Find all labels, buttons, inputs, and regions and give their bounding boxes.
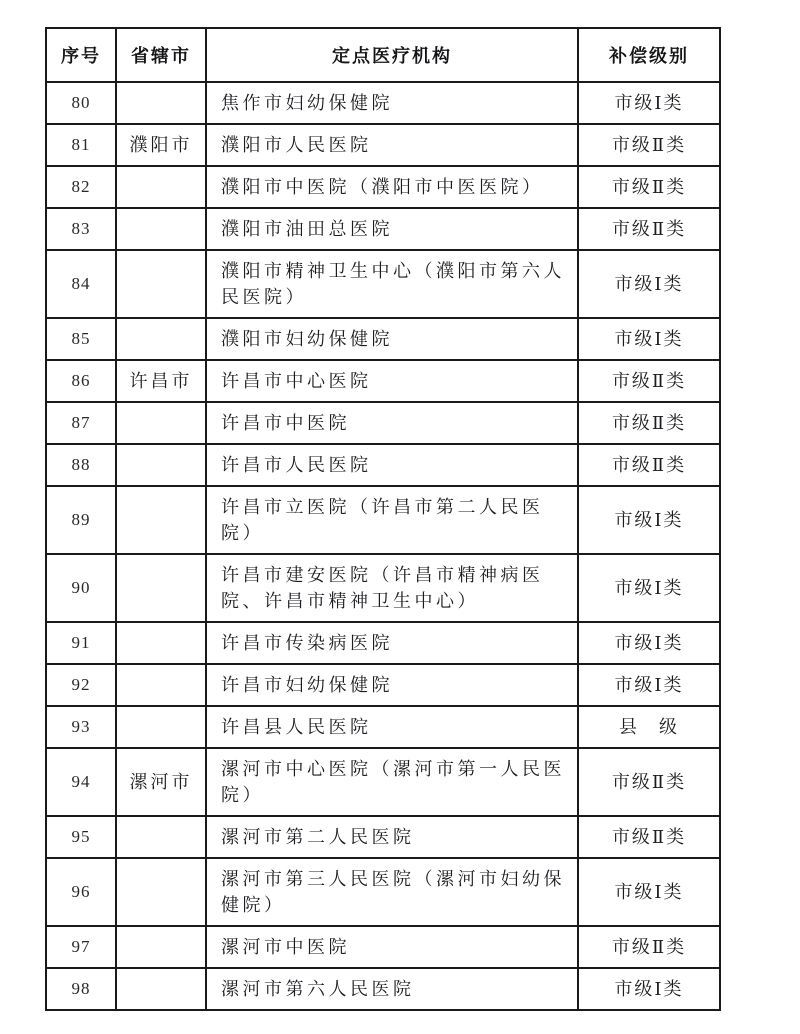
level-cell: 市级Ⅰ类 [578,318,720,360]
level-cell: 县 级 [578,706,720,748]
city-cell: 濮阳市 [116,124,206,166]
level-cell: 市级Ⅱ类 [578,360,720,402]
institution-cell: 濮阳市妇幼保健院 [206,318,578,360]
level-cell: 市级Ⅰ类 [578,622,720,664]
table-row [46,622,720,664]
table-row [46,926,720,968]
level-cell: 市级Ⅱ类 [578,926,720,968]
city-cell [116,816,206,858]
serial-number-cell: 87 [46,402,116,444]
header-city: 省辖市 [116,28,206,82]
institution-cell: 漯河市中心医院（漯河市第一人民医院） [206,748,578,816]
institution-cell: 漯河市第六人民医院 [206,968,578,1010]
city-cell: 许昌市 [116,360,206,402]
institution-cell: 许昌市建安医院（许昌市精神病医院、许昌市精神卫生中心） [206,554,578,622]
serial-number-cell: 97 [46,926,116,968]
serial-number-cell: 95 [46,816,116,858]
institution-cell: 濮阳市中医院（濮阳市中医医院） [206,166,578,208]
city-cell [116,166,206,208]
institution-cell: 许昌市立医院（许昌市第二人民医院） [206,486,578,554]
institution-cell: 漯河市第三人民医院（漯河市妇幼保健院） [206,858,578,926]
level-cell: 市级Ⅰ类 [578,858,720,926]
serial-number-cell: 88 [46,444,116,486]
city-cell [116,402,206,444]
city-cell [116,926,206,968]
city-cell [116,486,206,554]
serial-number-cell: 86 [46,360,116,402]
institution-cell: 濮阳市油田总医院 [206,208,578,250]
institution-cell: 许昌市人民医院 [206,444,578,486]
serial-number-cell: 92 [46,664,116,706]
serial-number-cell: 85 [46,318,116,360]
institution-cell: 许昌市中心医院 [206,360,578,402]
city-cell [116,208,206,250]
city-cell [116,250,206,318]
header-compensation-level: 补偿级别 [578,28,720,82]
city-cell [116,318,206,360]
header-institution: 定点医疗机构 [206,28,578,82]
level-cell: 市级Ⅱ类 [578,402,720,444]
header-serial-number: 序号 [46,28,116,82]
table-row [46,166,720,208]
city-cell [116,622,206,664]
level-cell: 市级Ⅱ类 [578,166,720,208]
table-row [46,402,720,444]
city-cell [116,968,206,1010]
institution-cell: 濮阳市人民医院 [206,124,578,166]
city-cell [116,554,206,622]
city-cell [116,706,206,748]
serial-number-cell: 94 [46,748,116,816]
table-row [46,82,720,124]
table-row [46,816,720,858]
city-cell [116,82,206,124]
institution-cell: 许昌市妇幼保健院 [206,664,578,706]
institution-cell: 许昌市传染病医院 [206,622,578,664]
city-cell: 漯河市 [116,748,206,816]
serial-number-cell: 82 [46,166,116,208]
serial-number-cell: 89 [46,486,116,554]
table-row [46,706,720,748]
institution-cell: 濮阳市精神卫生中心（濮阳市第六人民医院） [206,250,578,318]
level-cell: 市级Ⅰ类 [578,968,720,1010]
institution-cell: 焦作市妇幼保健院 [206,82,578,124]
serial-number-cell: 98 [46,968,116,1010]
city-cell [116,664,206,706]
table-row [46,664,720,706]
serial-number-cell: 93 [46,706,116,748]
level-cell: 市级Ⅰ类 [578,250,720,318]
serial-number-cell: 80 [46,82,116,124]
table-row [46,968,720,1010]
level-cell: 市级Ⅰ类 [578,554,720,622]
table-body [46,82,720,1010]
level-cell: 市级Ⅱ类 [578,444,720,486]
header-row [46,28,720,82]
institution-cell: 许昌市中医院 [206,402,578,444]
table-row [46,444,720,486]
medical-institutions-table [45,27,721,1011]
table-row [46,554,720,622]
level-cell: 市级Ⅱ类 [578,748,720,816]
table-row [46,250,720,318]
institution-cell: 许昌县人民医院 [206,706,578,748]
level-cell: 市级Ⅰ类 [578,82,720,124]
level-cell: 市级Ⅰ类 [578,486,720,554]
city-cell [116,858,206,926]
level-cell: 市级Ⅱ类 [578,208,720,250]
table-row [46,124,720,166]
serial-number-cell: 84 [46,250,116,318]
serial-number-cell: 90 [46,554,116,622]
table-row [46,360,720,402]
table-row [46,318,720,360]
institution-cell: 漯河市中医院 [206,926,578,968]
table-row [46,208,720,250]
level-cell: 市级Ⅱ类 [578,816,720,858]
serial-number-cell: 83 [46,208,116,250]
institution-cell: 漯河市第二人民医院 [206,816,578,858]
serial-number-cell: 81 [46,124,116,166]
city-cell [116,444,206,486]
table-row [46,858,720,926]
table-row [46,486,720,554]
serial-number-cell: 91 [46,622,116,664]
level-cell: 市级Ⅰ类 [578,664,720,706]
level-cell: 市级Ⅱ类 [578,124,720,166]
serial-number-cell: 96 [46,858,116,926]
table-row [46,748,720,816]
